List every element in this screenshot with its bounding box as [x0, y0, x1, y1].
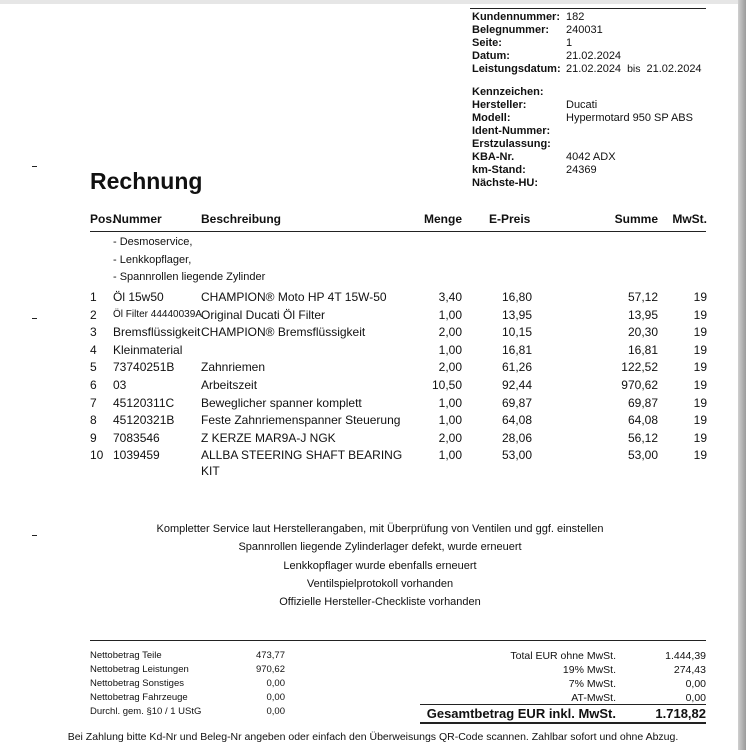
total-value: 0,00 [685, 678, 706, 690]
total-value: 274,43 [673, 664, 706, 676]
field-kba-nr: KBA-Nr. 4042 ADX [472, 151, 616, 163]
item-pos: 10 [90, 448, 104, 463]
note-line: Ventilspielprotokoll vorhanden [306, 577, 454, 590]
header-top-rule [470, 8, 706, 9]
item-summe: 970,62 [621, 378, 658, 392]
field-modell: Modell: Hypermotard 950 SP ABS [472, 112, 693, 124]
item-menge: 2,00 [438, 325, 462, 340]
item-nummer: 45120321B [113, 413, 175, 428]
item-summe: 69,87 [627, 395, 658, 410]
header-info [472, 11, 702, 190]
fold-mark-2 [32, 318, 37, 319]
item-mwst: 19 [693, 448, 707, 463]
item-pos: 6 [90, 378, 97, 392]
item-pos: 5 [90, 360, 97, 375]
item-summe: 64,08 [627, 413, 658, 428]
grand-total-underline [420, 722, 706, 724]
item-beschreibung: Feste Zahnriemenspanner Steuerung [201, 413, 401, 428]
total-label: 7% MwSt. [568, 678, 616, 690]
field-belegnummer: Belegnummer: 240031 [472, 24, 603, 36]
net-label: Nettobetrag Leistungen [90, 664, 189, 675]
item-nummer: Öl Filter 44440039A [113, 308, 202, 320]
grand-total-rule [420, 704, 706, 705]
field-km-stand: km-Stand: 24369 [472, 164, 597, 176]
item-menge: 1,00 [438, 413, 462, 428]
item-menge: 2,00 [438, 360, 462, 375]
item-mwst: 19 [693, 395, 707, 410]
item-pos: 8 [90, 413, 97, 428]
item-mwst: 19 [693, 290, 707, 304]
item-pos: 7 [90, 395, 97, 410]
total-label: AT-MwSt. [571, 692, 616, 704]
net-label: Durchl. gem. §10 / 1 UStG [90, 706, 202, 717]
field-leistungsdatum: Leistungsdatum: 21.02.2024 bis 21.02.2024 [472, 63, 702, 75]
intro-line: - Lenkkopflager, [113, 254, 192, 266]
total-value: 1.444,39 [665, 650, 706, 662]
item-menge: 10,50 [431, 378, 462, 392]
item-menge: 1,00 [438, 307, 462, 322]
item-mwst: 19 [693, 360, 707, 375]
notes [80, 520, 680, 611]
col-header-mwst: MwSt. [672, 212, 707, 226]
item-nummer: 73740251B [113, 360, 175, 375]
intro-line: - Spannrollen liegende Zylinder [113, 271, 266, 283]
field-ident-nummer: Ident-Nummer: [472, 125, 551, 137]
total-label: 19% MwSt. [562, 664, 616, 676]
item-epreis: 92,44 [501, 378, 532, 392]
item-summe: 53,00 [627, 448, 658, 463]
item-summe: 13,95 [627, 307, 658, 322]
item-pos: 2 [90, 307, 97, 322]
total-value: 0,00 [685, 692, 706, 704]
item-summe: 57,12 [627, 290, 658, 304]
item-epreis: 16,80 [501, 290, 532, 304]
item-beschreibung: Arbeitszeit [201, 378, 258, 392]
intro-line: - Desmoservice, [113, 236, 193, 248]
item-nummer: 1039459 [113, 448, 160, 463]
item-beschreibung: Beweglicher spanner komplett [201, 395, 362, 410]
item-beschreibung: ALLBA STEERING SHAFT BEARING [201, 448, 403, 463]
net-value: 0,00 [266, 706, 285, 717]
col-header-pos: Pos. [90, 212, 116, 226]
item-menge: 3,40 [438, 290, 462, 304]
item-beschreibung: Original Ducati Öl Filter [201, 307, 326, 322]
note-line: Spannrollen liegende Zylinderlager defekt, wurde erneuert [238, 541, 522, 554]
item-beschreibung: CHAMPION® Bremsflüssigkeit [201, 325, 366, 340]
field-naechste-hu: Nächste-HU: [472, 177, 539, 189]
item-pos: 1 [90, 290, 97, 304]
item-mwst: 19 [693, 430, 707, 445]
item-mwst: 19 [693, 307, 707, 322]
item-epreis: 64,08 [501, 413, 532, 428]
item-nummer: Kleinmaterial [113, 342, 183, 357]
item-menge: 1,00 [438, 395, 462, 410]
item-nummer: 7083546 [113, 430, 160, 445]
field-seite: Seite: 1 [472, 37, 573, 49]
item-beschreibung-cont: KIT [201, 464, 220, 479]
item-pos: 4 [90, 342, 97, 357]
field-kundennummer: Kundennummer: 182 [472, 11, 585, 23]
net-label: Nettobetrag Sonstiges [90, 678, 185, 689]
note-line: Lenkkopflager wurde ebenfalls erneuert [283, 559, 477, 572]
item-summe: 122,52 [621, 360, 658, 375]
col-header-nummer: Nummer [113, 212, 162, 226]
item-mwst: 19 [693, 413, 707, 428]
item-nummer: 03 [113, 378, 127, 392]
col-header-beschreibung: Beschreibung [201, 212, 282, 226]
fold-mark-1 [32, 166, 37, 167]
field-datum: Datum: 21.02.2024 [472, 50, 622, 62]
item-epreis: 16,81 [501, 342, 532, 357]
item-epreis: 61,26 [501, 360, 532, 375]
grand-total-label: Gesamtbetrag EUR inkl. MwSt. [426, 706, 616, 721]
field-hersteller: Hersteller: Ducati [472, 99, 598, 111]
item-menge: 1,00 [438, 342, 462, 357]
fold-mark-3 [32, 535, 37, 536]
col-header-menge: Menge [423, 212, 462, 226]
item-summe: 16,81 [627, 342, 658, 357]
table-header-rule [90, 231, 706, 232]
page-top-edge [0, 0, 746, 4]
item-pos: 3 [90, 325, 97, 340]
item-nummer: 45120311C [113, 395, 175, 410]
item-epreis: 69,87 [501, 395, 532, 410]
note-line: Kompletter Service laut Herstellerangaben, mit Überprüfung von Ventilen und ggf. einstellen [156, 523, 604, 535]
item-nummer: Öl 15w50 [113, 290, 164, 304]
item-summe: 20,30 [627, 325, 658, 340]
item-beschreibung: Z KERZE MAR9A-J NGK [201, 430, 336, 445]
item-menge: 1,00 [438, 448, 462, 463]
net-label: Nettobetrag Fahrzeuge [90, 692, 188, 703]
net-value: 473,77 [255, 650, 285, 661]
col-header-summe: Summe [614, 212, 658, 226]
net-label: Nettobetrag Teile [90, 650, 162, 661]
item-pos: 9 [90, 430, 97, 445]
item-mwst: 19 [693, 325, 707, 340]
net-value: 0,00 [266, 692, 285, 703]
summary-rule [90, 640, 706, 641]
field-kennzeichen: Kennzeichen: [472, 86, 544, 98]
item-nummer: Bremsflüssigkeit [113, 325, 201, 340]
net-value: 0,00 [266, 678, 285, 689]
field-erstzulassung: Erstzulassung: [472, 138, 551, 150]
net-value: 970,62 [255, 664, 285, 675]
col-header-epreis: E-Preis [489, 212, 531, 226]
item-summe: 56,12 [627, 430, 658, 445]
item-mwst: 19 [693, 342, 707, 357]
item-beschreibung: CHAMPION® Moto HP 4T 15W-50 [201, 290, 387, 304]
payment-footer: Bei Zahlung bitte Kd-Nr und Beleg-Nr angeben oder einfach den Überweisungs QR-Code scannen. Zahlbar sofort und ohne Abzug. [67, 731, 679, 743]
document-title: Rechnung [90, 168, 203, 194]
item-menge: 2,00 [438, 430, 462, 445]
item-epreis: 53,00 [501, 448, 532, 463]
grand-total-value: 1.718,82 [655, 706, 706, 721]
item-beschreibung: Zahnriemen [201, 360, 266, 375]
item-epreis: 13,95 [501, 307, 532, 322]
item-mwst: 19 [693, 378, 707, 392]
item-epreis: 10,15 [501, 325, 532, 340]
item-epreis: 28,06 [501, 430, 532, 445]
total-label: Total EUR ohne MwSt. [510, 650, 616, 662]
note-line: Offizielle Hersteller-Checkliste vorhanden [279, 596, 481, 609]
page-right-edge [738, 0, 746, 750]
